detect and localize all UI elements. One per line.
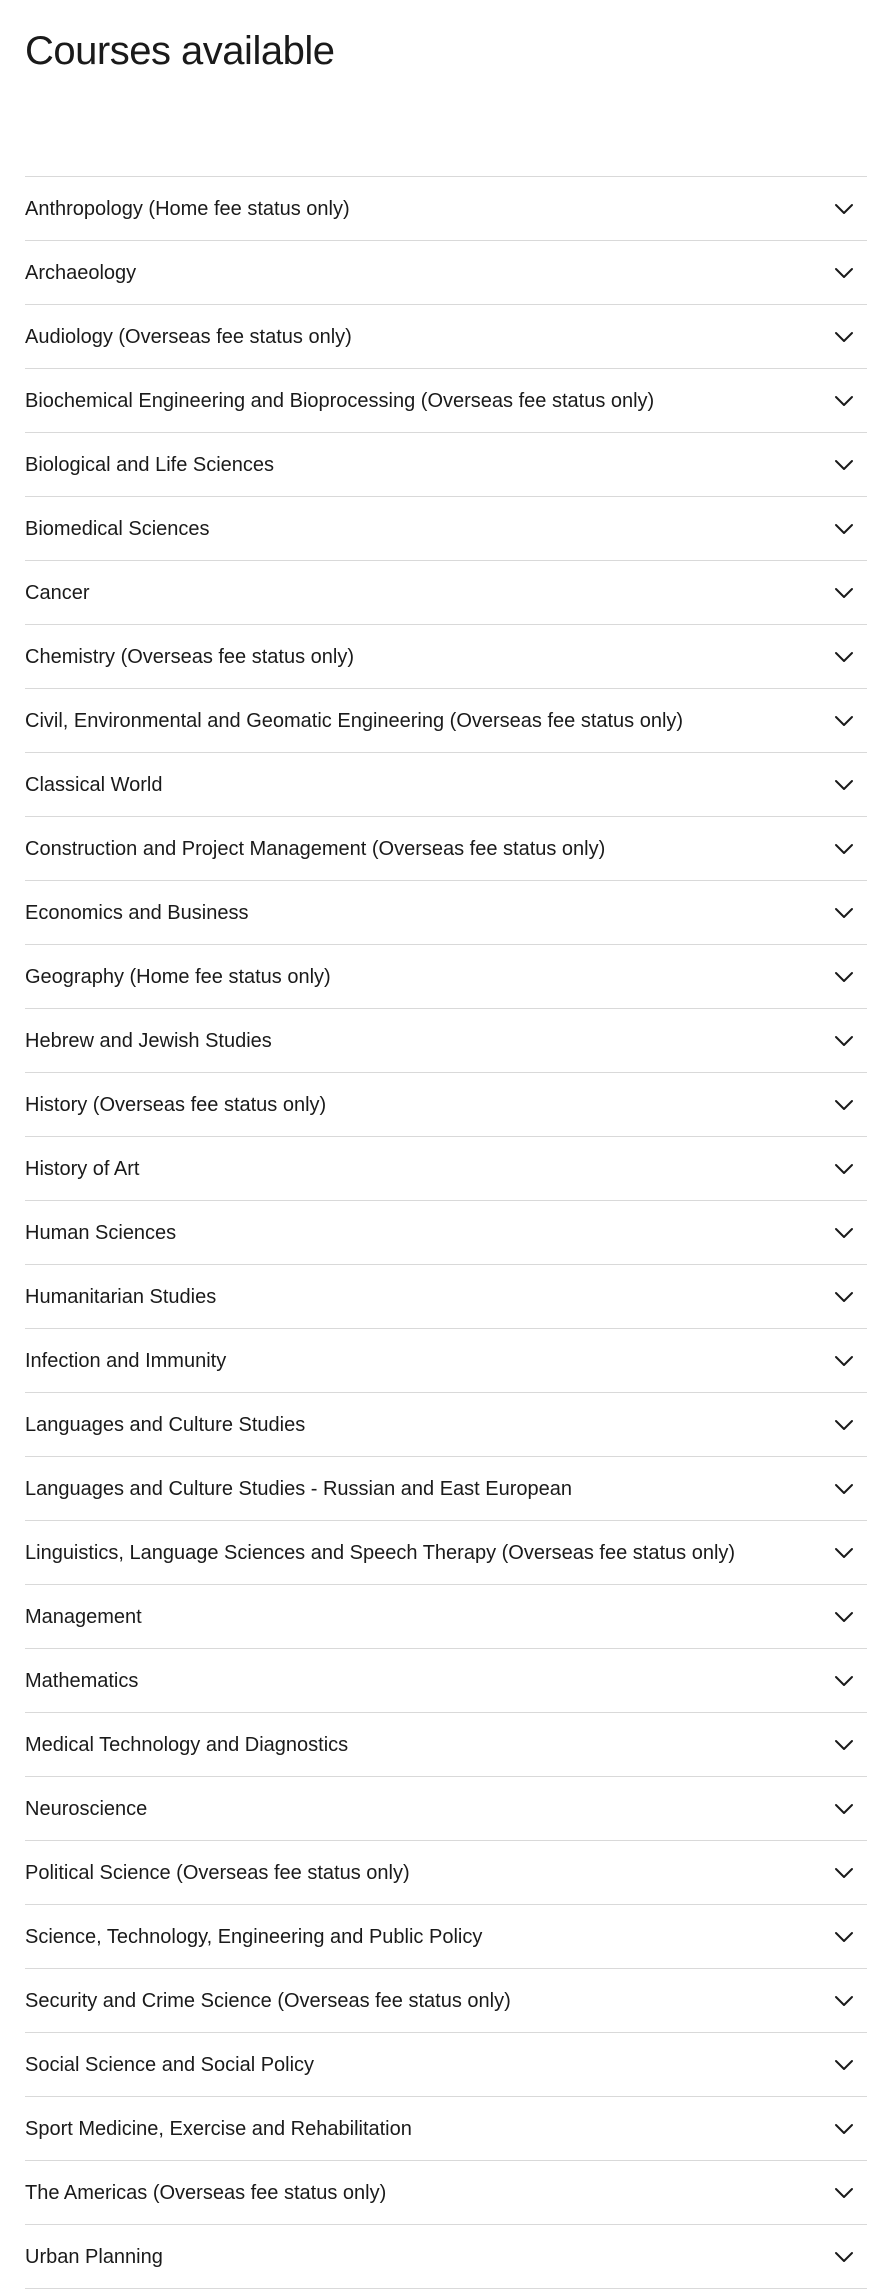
accordion-item[interactable] [25,1777,867,1841]
accordion-item-label: Medical Technology and Diagnostics [25,1733,349,1756]
accordion-item[interactable] [25,817,867,881]
chevron-down-icon[interactable] [832,1349,856,1373]
accordion-item-label: Social Science and Social Policy [25,2053,315,2076]
chevron-down-icon[interactable] [832,2245,856,2269]
accordion-item-label: Linguistics, Language Sciences and Speech Therapy (Overseas fee status only) [25,1541,736,1564]
chevron-down-icon[interactable] [832,1221,856,1245]
accordion-item[interactable] [25,945,867,1009]
accordion-item[interactable] [25,241,867,305]
accordion-item-label: Biological and Life Sciences [25,453,275,476]
accordion-item-label: Biomedical Sciences [25,517,210,540]
accordion-item[interactable] [25,1713,867,1777]
courses-accordion [25,176,867,2289]
chevron-down-icon[interactable] [832,389,856,413]
accordion-item[interactable] [25,2225,867,2289]
accordion-item-label: The Americas (Overseas fee status only) [25,2181,387,2204]
chevron-down-icon[interactable] [832,1797,856,1821]
accordion-item[interactable] [25,753,867,817]
accordion-item-label: Audiology (Overseas fee status only) [25,325,352,348]
accordion-item-label: Management [25,1605,142,1628]
accordion-item-label: History of Art [25,1157,140,1180]
chevron-down-icon[interactable] [832,1861,856,1885]
chevron-down-icon[interactable] [832,2181,856,2205]
chevron-down-icon[interactable] [832,837,856,861]
chevron-down-icon[interactable] [832,1093,856,1117]
accordion-item[interactable] [25,1073,867,1137]
chevron-down-icon[interactable] [832,1413,856,1437]
accordion-item-label: Civil, Environmental and Geomatic Engineering (Overseas fee status only) [25,709,684,732]
chevron-down-icon[interactable] [832,2053,856,2077]
accordion-item-label: Urban Planning [25,2245,163,2268]
accordion-item[interactable] [25,1585,867,1649]
chevron-down-icon[interactable] [832,773,856,797]
chevron-down-icon[interactable] [832,1541,856,1565]
chevron-down-icon[interactable] [832,2117,856,2141]
accordion-item-label: Hebrew and Jewish Studies [25,1029,272,1052]
chevron-down-icon[interactable] [832,197,856,221]
accordion-item[interactable] [25,881,867,945]
accordion-item[interactable] [25,1649,867,1713]
chevron-down-icon[interactable] [832,965,856,989]
accordion-item[interactable] [25,369,867,433]
accordion-item[interactable] [25,1969,867,2033]
accordion-item[interactable] [25,177,867,241]
chevron-down-icon[interactable] [832,1733,856,1757]
accordion-item-label: Languages and Culture Studies - Russian and East European [25,1477,573,1500]
accordion-item[interactable] [25,625,867,689]
accordion-item[interactable] [25,305,867,369]
accordion-item-label: History (Overseas fee status only) [25,1093,327,1116]
chevron-down-icon[interactable] [832,581,856,605]
accordion-item-label: Science, Technology, Engineering and Public Policy [25,1925,483,1948]
accordion-item-label: Geography (Home fee status only) [25,965,331,988]
accordion-item[interactable] [25,1009,867,1073]
accordion-item[interactable] [25,2097,867,2161]
accordion-item-label: Humanitarian Studies [25,1285,217,1308]
accordion-item-label: Anthropology (Home fee status only) [25,197,350,220]
accordion-item[interactable] [25,689,867,753]
chevron-down-icon[interactable] [832,1157,856,1181]
accordion-item[interactable] [25,1329,867,1393]
accordion-item-label: Economics and Business [25,901,249,924]
accordion-item-label: Languages and Culture Studies [25,1413,306,1436]
chevron-down-icon[interactable] [832,1925,856,1949]
accordion-item[interactable] [25,1265,867,1329]
chevron-down-icon[interactable] [832,1285,856,1309]
chevron-down-icon[interactable] [832,325,856,349]
accordion-item-label: Mathematics [25,1669,139,1692]
chevron-down-icon[interactable] [832,645,856,669]
chevron-down-icon[interactable] [832,901,856,925]
accordion-item-label: Construction and Project Management (Overseas fee status only) [25,837,606,860]
accordion-item-label: Sport Medicine, Exercise and Rehabilitation [25,2117,412,2140]
chevron-down-icon[interactable] [832,709,856,733]
accordion-item[interactable] [25,433,867,497]
accordion-item[interactable] [25,1457,867,1521]
accordion-item-label: Security and Crime Science (Overseas fee status only) [25,1989,511,2012]
accordion-item-label: Human Sciences [25,1221,177,1244]
page-title: Courses available [25,29,335,73]
accordion-item[interactable] [25,1841,867,1905]
accordion-item-label: Biochemical Engineering and Bioprocessing (Overseas fee status only) [25,389,655,412]
accordion-item-label: Classical World [25,773,163,796]
accordion-item-label: Political Science (Overseas fee status only) [25,1861,410,1884]
chevron-down-icon[interactable] [832,1605,856,1629]
chevron-down-icon[interactable] [832,453,856,477]
accordion-item-label: Infection and Immunity [25,1349,227,1372]
chevron-down-icon[interactable] [832,517,856,541]
accordion-item[interactable] [25,497,867,561]
accordion-item-label: Neuroscience [25,1797,148,1820]
accordion-item[interactable] [25,561,867,625]
accordion-item-label: Archaeology [25,261,137,284]
accordion-item[interactable] [25,1521,867,1585]
chevron-down-icon[interactable] [832,1989,856,2013]
accordion-item-label: Chemistry (Overseas fee status only) [25,645,354,668]
chevron-down-icon[interactable] [832,1669,856,1693]
accordion-item[interactable] [25,1905,867,1969]
chevron-down-icon[interactable] [832,1477,856,1501]
accordion-item[interactable] [25,1393,867,1457]
accordion-item[interactable] [25,2161,867,2225]
chevron-down-icon[interactable] [832,1029,856,1053]
chevron-down-icon[interactable] [832,261,856,285]
accordion-item[interactable] [25,1201,867,1265]
accordion-item[interactable] [25,2033,867,2097]
accordion-item-label: Cancer [25,581,90,604]
accordion-item[interactable] [25,1137,867,1201]
